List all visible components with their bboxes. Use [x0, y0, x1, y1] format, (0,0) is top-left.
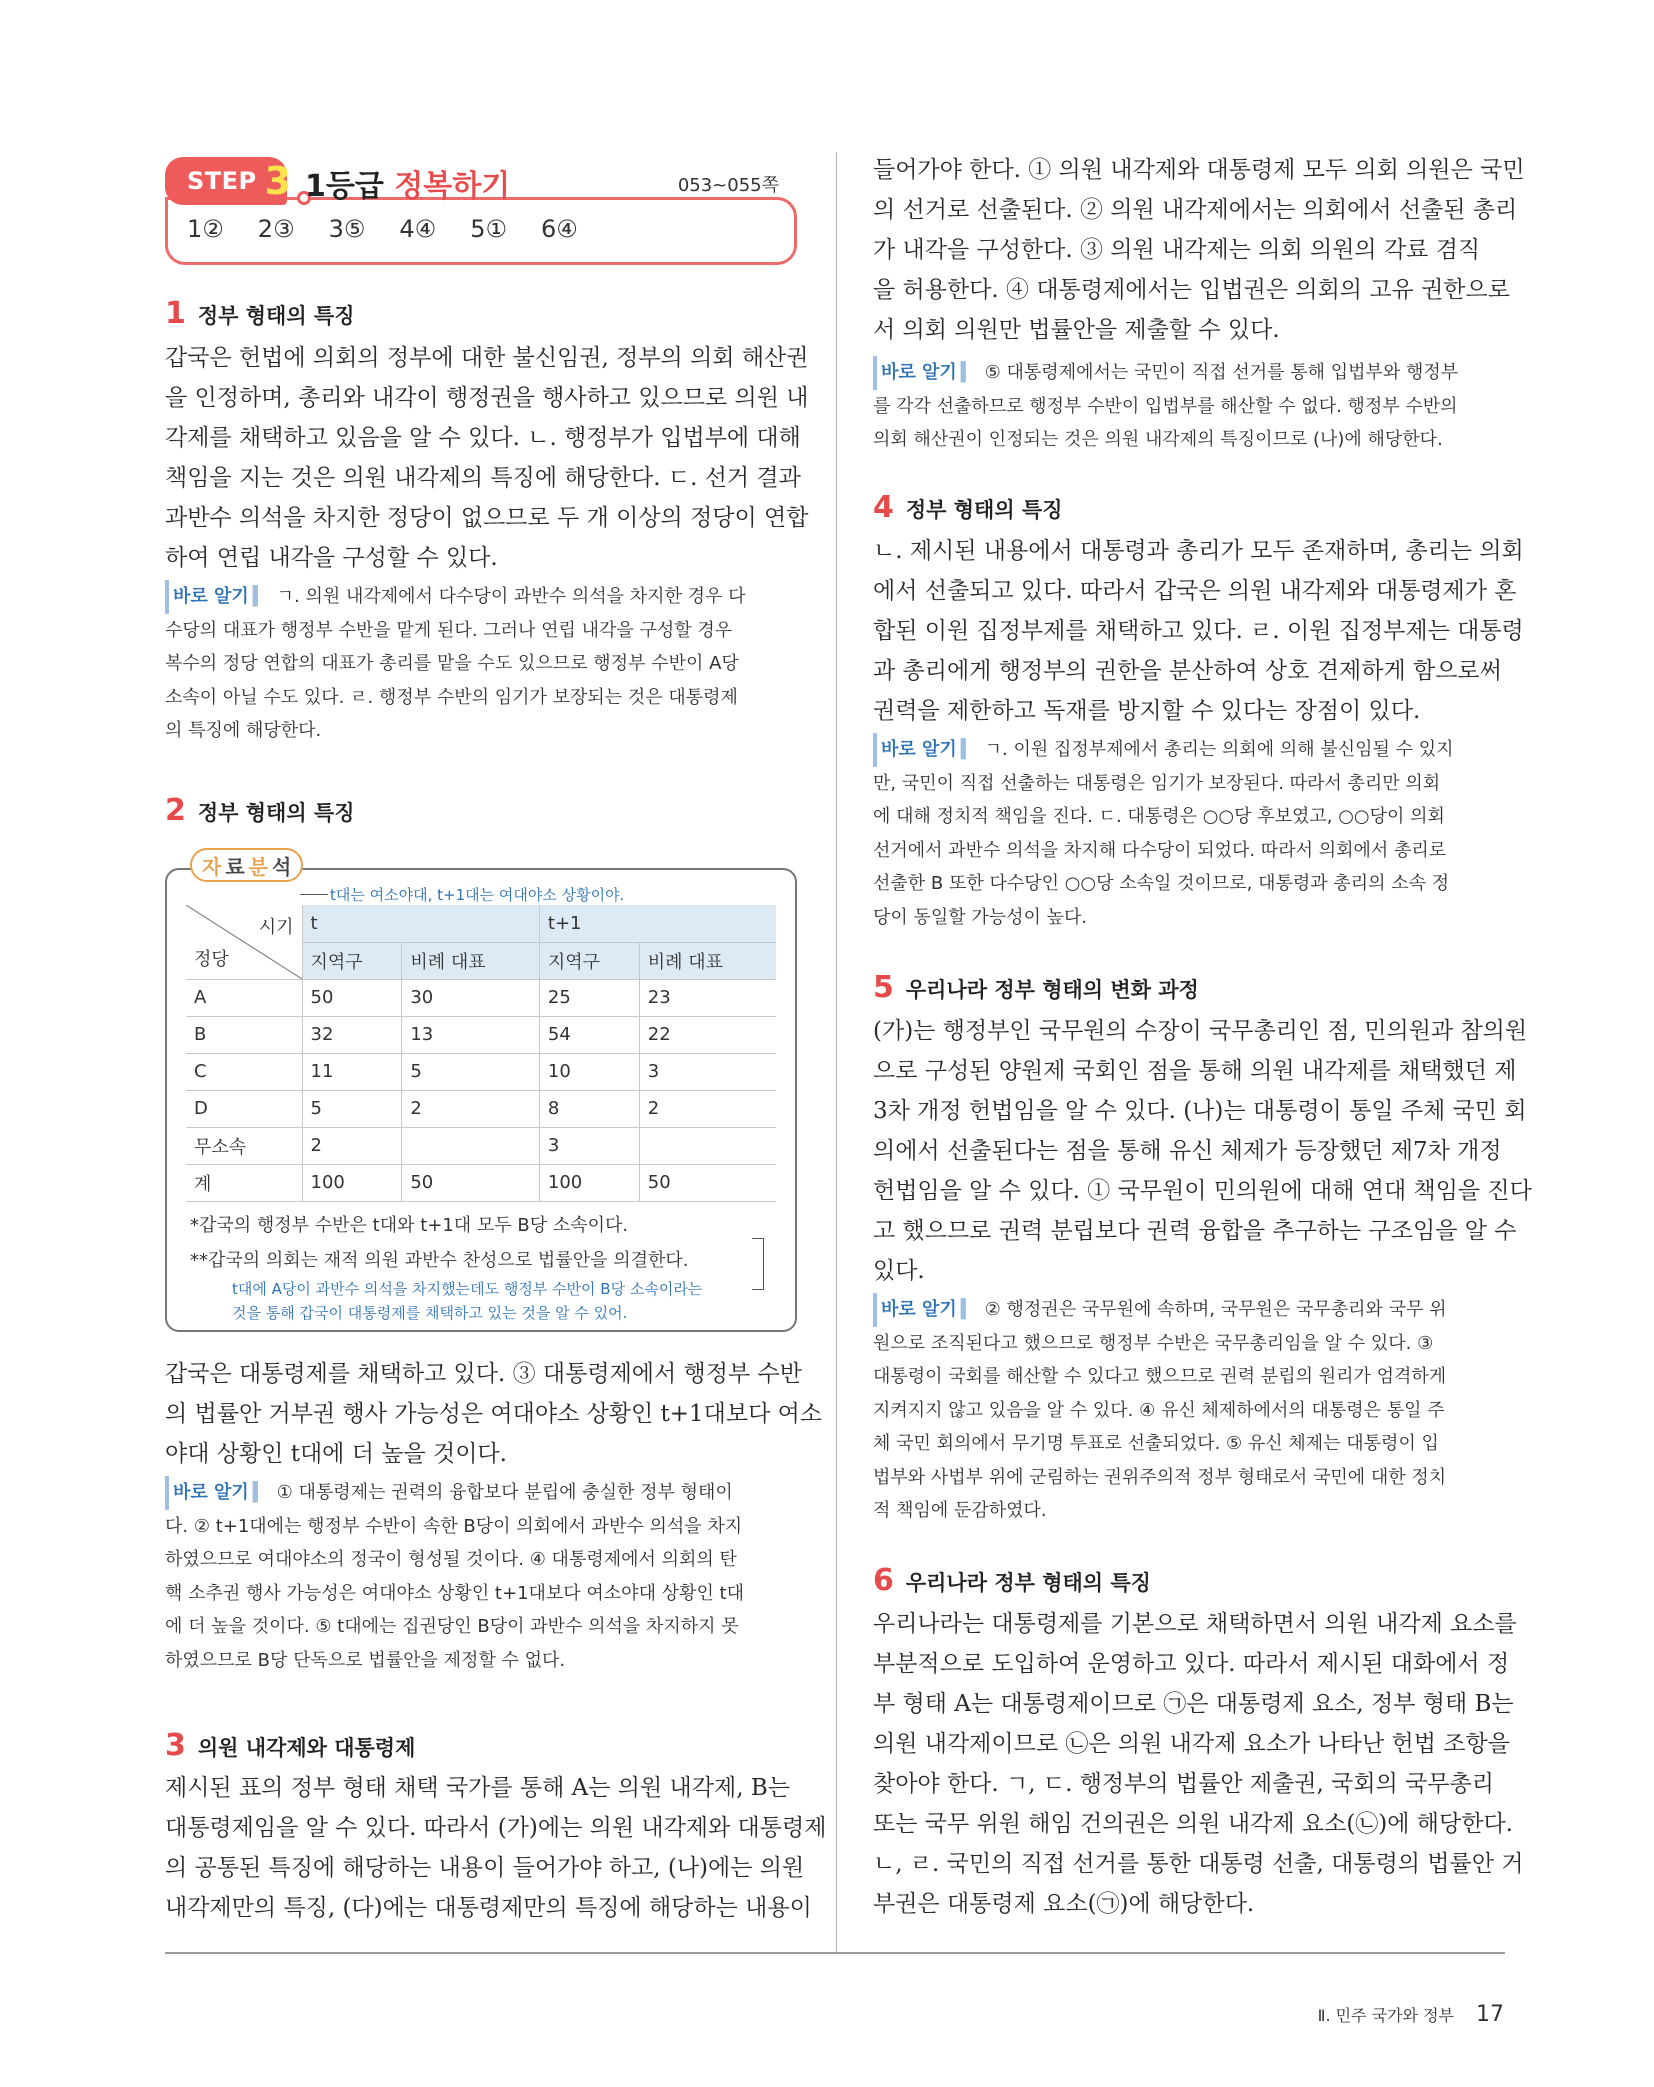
note-line: ⑤ 대통령제에서는 국민이 직접 선거를 통해 입법부와 행정부	[984, 362, 1459, 383]
table-cell: 11	[302, 1053, 402, 1090]
note-line: 당이 동일할 가능성이 높다.	[873, 906, 1088, 928]
step-tab	[165, 157, 292, 205]
step-title-prefix: 1등급	[305, 169, 384, 204]
note-line: 법부와 사법부 위에 군림하는 권위주의적 정부 형태로서 국민에 대한 정치	[873, 1466, 1447, 1488]
table-row	[186, 1016, 776, 1053]
body-line: 서 의회 의원만 법률안을 제출할 수 있다.	[873, 317, 1280, 343]
table-row	[186, 1090, 776, 1127]
party-cell: A	[186, 979, 302, 1016]
answer-item: 6④	[540, 215, 578, 243]
section-number: 6	[873, 1563, 894, 1598]
note-line: ① 대통령제는 권력의 융합보다 분립에 충실한 정부 형태이	[276, 1482, 733, 1503]
party-cell: 계	[186, 1164, 302, 1201]
note-line: 를 각각 선출하므로 행정부 수반이 입법부를 해산할 수 없다. 행정부 수반의	[873, 395, 1458, 417]
table-annotation: t대는 여소야대, t+1대는 여대야소 상황이야.	[330, 886, 625, 904]
label-char: 분	[248, 854, 268, 879]
table-cell: 100	[539, 1164, 639, 1201]
correction-badge: 바로 알기 ▍	[873, 733, 975, 767]
footnote-explanation: 것을 통해 갑국이 대통령제를 채택하고 있는 것을 알 수 있어.	[232, 1304, 628, 1322]
section-1-body	[165, 338, 809, 578]
note-line: 지켜지지 않고 있음을 알 수 있다. ④ 유신 체제하에서의 대통령은 통일 주	[873, 1399, 1445, 1421]
body-line: 부분적으로 도입하여 운영하고 있다. 따라서 제시된 대화에서 정	[873, 1651, 1510, 1677]
section-2-note	[165, 1476, 797, 1677]
body-line: 의 선거로 선출된다. ② 의원 내각제에서는 의회에서 선출된 총리	[873, 197, 1518, 223]
note-line: 선거에서 과반수 의석을 차지해 다수당이 되었다. 따라서 의회에서 총리로	[873, 839, 1447, 861]
note-line: 의 특징에 해당한다.	[165, 720, 322, 741]
section-title: 우리나라 정부 형태의 특징	[905, 1571, 1151, 1595]
party-cell: 무소속	[186, 1127, 302, 1164]
note-line: 원으로 조직된다고 했으므로 행정부 수반은 국무총리임을 알 수 있다. ③	[873, 1332, 1434, 1354]
note-line: 소속이 아닐 수도 있다. ㄹ. 행정부 수반의 임기가 보장되는 것은 대통령제	[165, 686, 738, 708]
section-title: 정부 형태의 특징	[905, 498, 1063, 522]
body-line: 제시된 표의 정부 형태 채택 국가를 통해 A는 의원 내각제, B는	[165, 1775, 790, 1801]
table-cell: 25	[539, 979, 639, 1016]
note-line: ㄱ. 의원 내각제에서 다수당이 과반수 의석을 차지한 경우 다	[276, 586, 746, 607]
body-line: ㄴ, ㄹ. 국민의 직접 선거를 통한 대통령 선출, 대통령의 법률안 거	[873, 1851, 1524, 1877]
footnote-bracket	[752, 1238, 764, 1290]
body-line: 을 인정하며, 총리와 내각이 행정권을 행사하고 있으므로 의원 내	[165, 385, 809, 411]
table-cell: 54	[539, 1016, 639, 1053]
correction-badge: 바로 알기 ▍	[165, 1476, 267, 1510]
table-header-row	[186, 905, 776, 942]
body-line: 대통령제임을 알 수 있다. 따라서 (가)에는 의원 내각제와 대통령제	[165, 1815, 827, 1841]
section-title: 우리나라 정부 형태의 변화 과정	[905, 978, 1199, 1002]
body-line: 있다.	[873, 1258, 925, 1284]
table-cell: 50	[402, 1164, 540, 1201]
note-line: 하였으므로 여대야소의 정국이 형성될 것이다. ④ 대통령제에서 의회의 탄	[165, 1549, 737, 1570]
body-line: 내각제만의 특징, (다)에는 대통령제만의 특징에 해당하는 내용이	[165, 1895, 812, 1921]
party-cell: B	[186, 1016, 302, 1053]
party-cell: D	[186, 1090, 302, 1127]
table-row	[186, 979, 776, 1016]
correction-badge: 바로 알기 ▍	[873, 1293, 975, 1327]
body-line: 하여 연립 내각을 구성할 수 있다.	[165, 545, 498, 571]
body-line: 의 법률안 거부권 행사 가능성은 여대야소 상황인 t+1대보다 여소	[165, 1401, 823, 1427]
chapter-title: Ⅱ. 민주 국가와 정부	[1317, 2006, 1454, 2025]
page-number: 17	[1476, 2002, 1504, 2027]
table-row	[186, 1053, 776, 1090]
body-line: 을 허용한다. ④ 대통령제에서는 입법권은 의회의 고유 권한으로	[873, 277, 1510, 303]
section-6-body	[873, 1604, 1524, 1924]
label-char: 자	[202, 854, 222, 879]
table-cell: 50	[639, 1164, 776, 1201]
body-line: 에서 선출되고 있다. 따라서 갑국은 의원 내각제와 대통령제가 혼	[873, 578, 1517, 604]
step-header	[165, 157, 797, 265]
label-char: 료	[225, 854, 245, 879]
footnote-explanation: t대에 A당이 과반수 의석을 차지했는데도 행정부 수반이 B당 소속이라는	[232, 1280, 703, 1298]
table-corner-cell	[186, 905, 302, 979]
note-line: 의회 해산권이 인정되는 것은 의원 내각제의 특징이므로 (나)에 해당한다.	[873, 429, 1443, 450]
note-line: ㄱ. 이원 집정부제에서 총리는 의회에 의해 불신임될 수 있지	[984, 739, 1454, 760]
section-5-heading	[873, 970, 1199, 1005]
data-analysis-label	[190, 848, 303, 882]
step-word: STEP	[187, 167, 257, 195]
answer-item: 4④	[399, 215, 437, 243]
note-line: 체 국민 회의에서 무기명 투표로 선출되었다. ⑤ 유신 체제는 대통령이 입	[873, 1433, 1439, 1454]
table-cell: 23	[639, 979, 776, 1016]
step-page-range: 053~055쪽	[677, 175, 779, 196]
body-line: 의에서 선출된다는 점을 통해 유신 체제가 등장했던 제7차 개정	[873, 1138, 1502, 1164]
answer-list	[187, 215, 578, 243]
note-line: 복수의 정당 연합의 대표가 총리를 맡을 수도 있으므로 행정부 수반이 A당	[165, 653, 739, 674]
section-2-body	[165, 1354, 823, 1474]
section-title: 의원 내각제와 대통령제	[197, 1736, 416, 1760]
section-4-body	[873, 531, 1524, 731]
body-line: 과 총리에게 행정부의 권한을 분산하여 상호 견제하게 함으로써	[873, 658, 1502, 684]
table-footnote: *갑국의 행정부 수반은 t대와 t+1대 모두 B당 소속이다.	[190, 1215, 629, 1236]
answer-item: 5①	[470, 215, 507, 243]
section-number: 2	[165, 793, 186, 828]
table-cell: 22	[639, 1016, 776, 1053]
table-cell: 2	[639, 1090, 776, 1127]
note-line: 에 대해 정치적 책임을 진다. ㄷ. 대통령은 ○○당 후보였고, ○○당이 의회	[873, 806, 1445, 827]
table-footnote: **갑국의 의회는 재적 의원 과반수 찬성으로 법률안을 의결한다.	[190, 1250, 689, 1271]
body-line: 으로 구성된 양원제 국회인 점을 통해 의원 내각제를 채택했던 제	[873, 1058, 1517, 1084]
table-cell: 10	[539, 1053, 639, 1090]
note-line: 핵 소추권 행사 가능성은 여대야소 상황인 t+1대보다 여소야대 상황인 t대	[165, 1582, 745, 1604]
column-divider	[836, 152, 837, 1952]
section-4-heading	[873, 490, 1063, 525]
section-4-note	[873, 733, 1505, 934]
seat-table	[186, 905, 776, 1202]
section-3-note	[873, 356, 1505, 457]
body-line: 의 공통된 특징에 해당하는 내용이 들어가야 하고, (나)에는 의원	[165, 1855, 805, 1881]
section-1-heading	[165, 296, 355, 331]
answer-item: 3⑤	[328, 215, 366, 243]
section-title: 정부 형태의 특징	[197, 801, 355, 825]
label-char: 석	[271, 854, 292, 879]
corner-party-label: 정당	[194, 948, 229, 970]
note-line: 다. ② t+1대에는 행정부 수반이 속한 B당이 의회에서 과반수 의석을 차지	[165, 1515, 743, 1537]
section-3-heading	[165, 1728, 415, 1763]
body-line: 갑국은 헌법에 의회의 정부에 대한 불신임권, 정부의 의회 해산권	[165, 345, 809, 371]
note-line: 만, 국민이 직접 선출하는 대통령은 임기가 보장된다. 따라서 총리만 의회	[873, 772, 1441, 794]
body-line: 가 내각을 구성한다. ③ 의원 내각제는 의회 의원의 각료 겸직	[873, 237, 1481, 263]
period-header: t+1	[539, 905, 776, 942]
table-cell: 32	[302, 1016, 402, 1053]
section-number: 1	[165, 296, 186, 331]
bottom-rule	[165, 1952, 1505, 1954]
note-line: 대통령이 국회를 해산할 수 있다고 했으므로 권력 분립의 원리가 엄격하게	[873, 1366, 1447, 1387]
section-title: 정부 형태의 특징	[197, 304, 355, 328]
section-6-heading	[873, 1563, 1151, 1598]
body-line: 갑국은 대통령제를 채택하고 있다. ③ 대통령제에서 행정부 수반	[165, 1361, 802, 1387]
annotation-leader	[300, 894, 328, 895]
table-cell	[402, 1127, 540, 1164]
step-title	[305, 161, 510, 205]
step-title-highlight: 정복하기	[394, 169, 511, 204]
body-line: (가)는 행정부인 국무원의 수장이 국무총리인 점, 민의원과 참의원	[873, 1018, 1528, 1044]
note-line: 에 더 높을 것이다. ⑤ t대에는 집권당인 B당이 과반수 의석을 차지하지 못	[165, 1616, 739, 1637]
body-line: 의원 내각제이므로 ㉡은 의원 내각제 요소가 나타난 헌법 조항을	[873, 1731, 1510, 1757]
body-line: 3차 개정 헌법임을 알 수 있다. (나)는 대통령이 통일 주체 국민 회	[873, 1098, 1527, 1124]
body-line: 우리나라는 대통령제를 기본으로 채택하면서 의원 내각제 요소를	[873, 1611, 1517, 1637]
table-cell: 50	[302, 979, 402, 1016]
section-3-body-continued	[873, 150, 1525, 350]
subheader-cell: 비례 대표	[402, 942, 540, 979]
table-cell: 3	[639, 1053, 776, 1090]
table-cell: 8	[539, 1090, 639, 1127]
table-cell: 13	[402, 1016, 540, 1053]
section-3-body	[165, 1768, 827, 1928]
table-cell: 5	[302, 1090, 402, 1127]
page-footer	[1318, 2002, 1504, 2027]
body-line: 들어가야 한다. ① 의원 내각제와 대통령제 모두 의회 의원은 국민	[873, 157, 1525, 183]
section-number: 4	[873, 490, 894, 525]
note-line: 수당의 대표가 행정부 수반을 맡게 된다. 그러나 연립 내각을 구성할 경우	[165, 619, 733, 641]
table-cell: 3	[539, 1127, 639, 1164]
section-number: 3	[165, 1728, 186, 1763]
subheader-cell: 지역구	[539, 942, 639, 979]
note-line: 적 책임에 둔감하였다.	[873, 1500, 1047, 1521]
correction-badge: 바로 알기 ▍	[873, 356, 975, 390]
body-line: 권력을 제한하고 독재를 방지할 수 있다는 장점이 있다.	[873, 698, 1421, 724]
section-number: 5	[873, 970, 894, 1005]
body-line: 야대 상황인 t대에 더 높을 것이다.	[165, 1441, 507, 1467]
note-line: 선출한 B 또한 다수당인 ○○당 소속일 것이므로, 대통령과 총리의 소속 정	[873, 873, 1450, 894]
note-line: ② 행정권은 국무원에 속하며, 국무원은 국무총리와 국무 위	[984, 1299, 1447, 1320]
period-header: t	[302, 905, 539, 942]
note-line: 하였으므로 B당 단독으로 법률안을 제정할 수 없다.	[165, 1649, 566, 1671]
section-2-heading	[165, 793, 355, 828]
subheader-cell: 비례 대표	[639, 942, 776, 979]
body-line: ㄴ. 제시된 내용에서 대통령과 총리가 모두 존재하며, 총리는 의회	[873, 538, 1524, 564]
table-cell: 2	[402, 1090, 540, 1127]
table-cell: 100	[302, 1164, 402, 1201]
table-cell: 2	[302, 1127, 402, 1164]
correction-badge: 바로 알기 ▍	[165, 580, 267, 614]
body-line: 찾아야 한다. ㄱ, ㄷ. 행정부의 법률안 제출권, 국회의 국무총리	[873, 1771, 1494, 1797]
body-line: 책임을 지는 것은 의원 내각제의 특징에 해당한다. ㄷ. 선거 결과	[165, 465, 801, 491]
table-cell	[639, 1127, 776, 1164]
table-cell: 30	[402, 979, 540, 1016]
body-line: 각제를 채택하고 있음을 알 수 있다. ㄴ. 행정부가 입법부에 대해	[165, 425, 801, 451]
section-5-body	[873, 1011, 1532, 1291]
body-line: 합된 이원 집정부제를 채택하고 있다. ㄹ. 이원 집정부제는 대통령	[873, 618, 1524, 644]
corner-period-label: 시기	[258, 917, 294, 938]
section-1-note	[165, 580, 797, 748]
answer-item: 2③	[257, 215, 295, 243]
body-line: 부 형태 A는 대통령제이므로 ㉠은 대통령제 요소, 정부 형태 B는	[873, 1691, 1514, 1717]
answer-item: 1②	[187, 215, 224, 243]
table-cell: 5	[402, 1053, 540, 1090]
body-line: 고 했으므로 권력 분립보다 권력 융합을 추구하는 구조임을 알 수	[873, 1218, 1517, 1244]
body-line: 또는 국무 위원 해임 건의권은 의원 내각제 요소(㉡)에 해당한다.	[873, 1811, 1513, 1837]
subheader-cell: 지역구	[302, 942, 402, 979]
section-5-note	[873, 1293, 1505, 1528]
table-row	[186, 1127, 776, 1164]
body-line: 헌법임을 알 수 있다. ① 국무원이 민의원에 대해 연대 책임을 진다	[873, 1178, 1532, 1204]
table-total-row	[186, 1164, 776, 1201]
body-line: 부권은 대통령제 요소(㉠)에 해당한다.	[873, 1891, 1255, 1917]
party-cell: C	[186, 1053, 302, 1090]
body-line: 과반수 의석을 차지한 정당이 없으므로 두 개 이상의 정당이 연합	[165, 505, 809, 531]
step-number: 3	[264, 159, 292, 203]
